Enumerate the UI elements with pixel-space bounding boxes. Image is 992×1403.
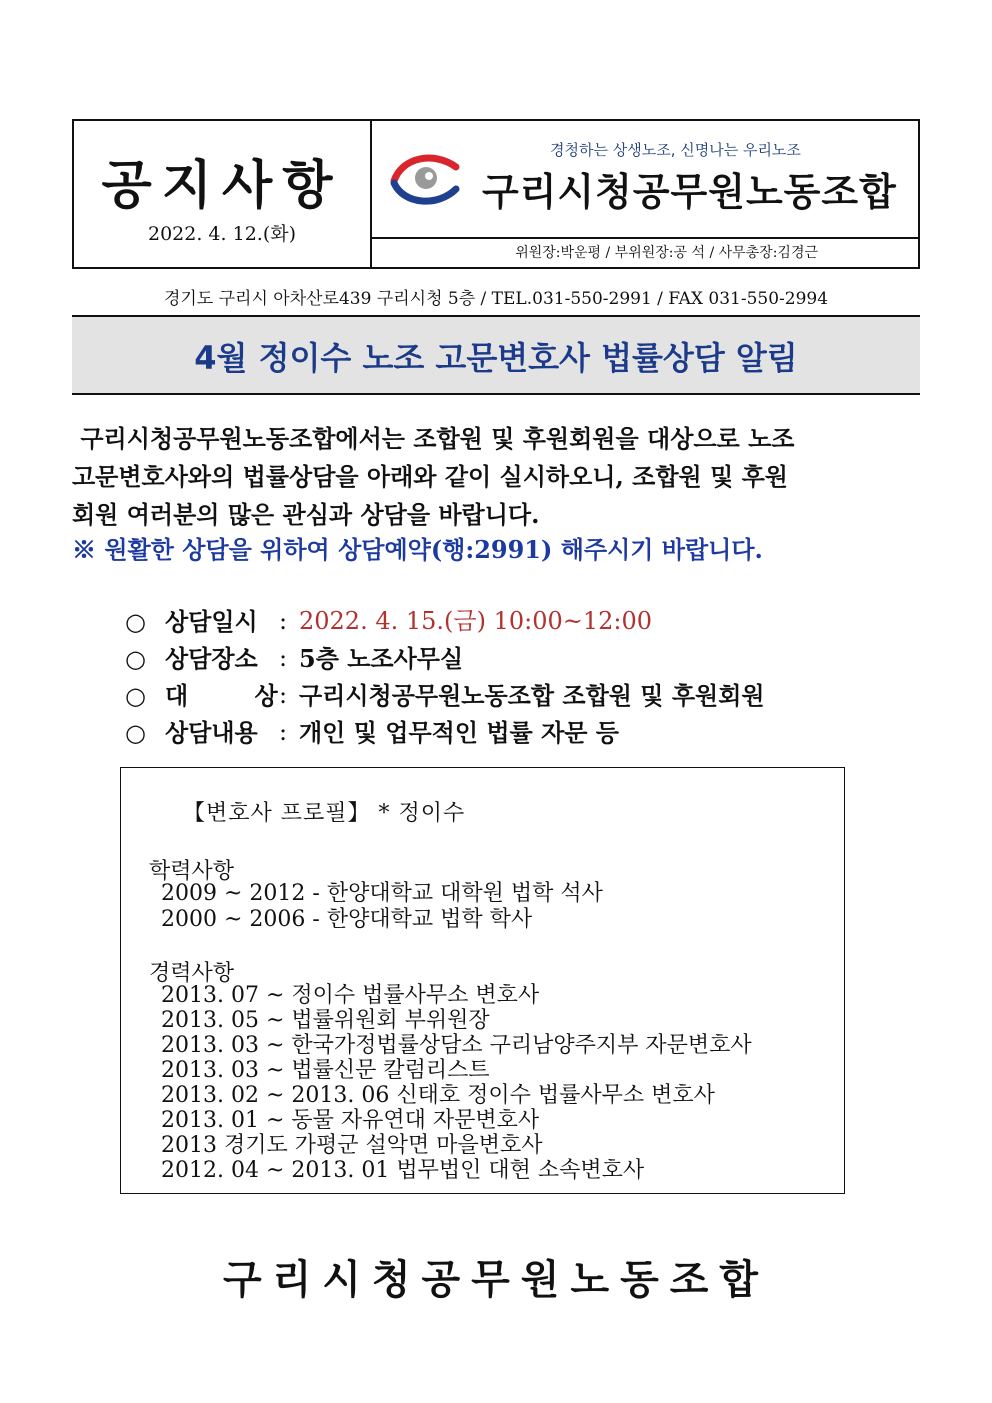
detail-label: 상담장소 <box>165 644 258 673</box>
union-name: 구리시청공무원노동조합 <box>482 170 897 214</box>
career-item: 2013. 05 ~ 법률위원회 부위원장 <box>161 1008 490 1033</box>
union-info-cell <box>370 121 918 267</box>
career-heading: 경력사항 <box>149 961 235 986</box>
education-item: 2000 ~ 2006 - 한양대학교 법학 학사 <box>161 907 533 932</box>
title-banner <box>72 315 920 395</box>
detail-label: 상담내용 <box>165 718 258 747</box>
career-item: 2013 경기도 가평군 설악면 마을변호사 <box>161 1133 543 1158</box>
profile-title: 【변호사 프로필】 * 정이수 <box>183 801 466 826</box>
detail-separator: : <box>279 607 288 635</box>
detail-row-target <box>125 677 765 714</box>
career-item: 2013. 01 ~ 동물 자유연대 자문변호사 <box>161 1108 540 1133</box>
intro-line: 구리시청공무원노동조합에서는 조합원 및 후원회원을 대상으로 노조 <box>72 424 795 453</box>
detail-value-place: 5층 노조사무실 <box>299 644 464 673</box>
education-item: 2009 ~ 2012 - 한양대학교 대학원 법학 석사 <box>161 881 603 906</box>
intro-line: 고문변호사와의 법률상담을 아래와 같이 실시하오니, 조합원 및 후원 <box>72 462 788 491</box>
lawyer-profile-box <box>120 767 845 1194</box>
notice-date: 2022. 4. 12.(화) <box>148 223 296 245</box>
detail-separator: : <box>279 644 288 672</box>
reservation-note: ※ 원활한 상담을 위하여 상담예약(행:2991) 해주시기 바랍니다. <box>72 535 763 564</box>
notice-title: 공지사항 <box>101 156 343 216</box>
career-list <box>161 983 752 1183</box>
intro-paragraph <box>72 420 922 534</box>
detail-separator: : <box>279 718 288 746</box>
intro-line: 회원 여러분의 많은 관심과 상담을 바랍니다. <box>72 500 540 529</box>
circle-bullet-icon: ○ <box>125 681 146 710</box>
notice-title-cell <box>74 121 372 267</box>
detail-separator: : <box>279 681 288 709</box>
career-item: 2013. 03 ~ 법률신문 칼럼리스트 <box>161 1058 490 1083</box>
consultation-details <box>125 603 765 751</box>
detail-value-content: 개인 및 업무적인 법률 자문 등 <box>299 718 619 747</box>
union-officers: 위원장:박운평 / 부위원장:공 석 / 사무총장:김경근 <box>370 237 918 267</box>
detail-value-datetime: 2022. 4. 15.(금) 10:00~12:00 <box>299 607 653 635</box>
document-title: 4월 정이수 노조 고문변호사 법률상담 알림 <box>194 339 798 377</box>
detail-row-content <box>125 714 765 751</box>
circle-bullet-icon: ○ <box>125 718 146 747</box>
detail-row-datetime <box>125 603 765 640</box>
union-logo-icon <box>388 147 462 209</box>
detail-label: 상담일시 <box>165 607 258 636</box>
detail-label: 대 상 <box>165 681 278 710</box>
career-item: 2013. 02 ~ 2013. 06 신태호 정이수 법률사무소 변호사 <box>161 1083 715 1108</box>
circle-bullet-icon: ○ <box>125 607 146 636</box>
education-heading: 학력사항 <box>149 859 235 884</box>
footer-union-name: 구리시청공무원노동조합 <box>222 1257 770 1303</box>
union-address: 경기도 구리시 아차산로439 구리시청 5층 / TEL.031-550-2991 / FAX 031-550-2994 <box>163 289 829 309</box>
circle-bullet-icon: ○ <box>125 644 146 673</box>
detail-row-place <box>125 640 765 677</box>
detail-value-target: 구리시청공무원노동조합 조합원 및 후원회원 <box>299 681 765 710</box>
union-slogan: 경청하는 상생노조, 신명나는 우리노조 <box>550 141 801 159</box>
career-item: 2013. 03 ~ 한국가정법률상담소 구리남양주지부 자문변호사 <box>161 1033 752 1058</box>
notice-header <box>72 119 920 269</box>
education-list <box>161 881 603 933</box>
career-item: 2012. 04 ~ 2013. 01 법무법인 대현 소속변호사 <box>161 1158 645 1183</box>
career-item: 2013. 07 ~ 정이수 법률사무소 변호사 <box>161 983 540 1008</box>
